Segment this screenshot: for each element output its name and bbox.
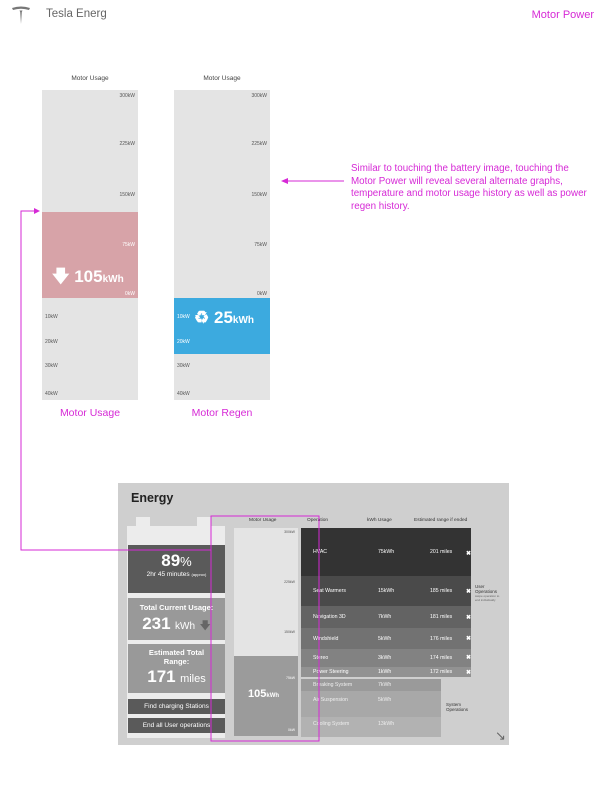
find-charging-stations-button[interactable]: Find charging Stations	[128, 699, 225, 714]
tick-label: 10kW	[45, 314, 58, 320]
table-row[interactable]: Windshield 5kWh 176 miles	[301, 628, 471, 649]
motor-regen-caption: Motor Regen	[191, 407, 253, 419]
note-arrowhead	[281, 178, 288, 184]
table-row[interactable]: Seat Warmers 15kWh 185 miles	[301, 576, 471, 606]
column-estimated-range: Estimated range if ended	[414, 518, 468, 523]
energy-title: Energy	[131, 491, 174, 505]
tick-label: 40kW	[177, 391, 190, 397]
close-icon[interactable]: ✖	[466, 551, 472, 557]
column-kwh-usage: kWh Usage	[367, 518, 392, 523]
user-operations-label: User Operations	[475, 584, 498, 594]
system-operations-label: System Operations	[446, 702, 469, 712]
connector-arrowhead	[34, 208, 40, 214]
battery-charge-card[interactable]: 89% 2hr 45 minutes (approx)	[128, 545, 225, 593]
highlight-box	[211, 516, 319, 741]
tick-label: 0kW	[125, 291, 135, 297]
usage-label: Total Current Usage:	[139, 603, 214, 612]
motor-regen-value: ♻ 25kWh	[194, 308, 255, 327]
close-icon[interactable]: ✖	[466, 636, 472, 642]
table-row[interactable]: Navigation 3D 7kWh 181 miles	[301, 606, 471, 628]
tick-label: 300kW	[284, 530, 295, 534]
table-row[interactable]: HVAC 75kWh 201 miles	[301, 528, 471, 576]
current-usage-card: Total Current Usage: 231 kWh 🡇	[128, 598, 225, 640]
annotation-note: Similar to touching the battery image, touching the Motor Power will reveal several alternate graphs, temperature and motor usage history as well as power regen history.	[351, 163, 587, 212]
tick-label: 150kW	[251, 192, 267, 198]
close-icon[interactable]: ✖	[466, 655, 472, 661]
close-icon[interactable]: ✖	[466, 615, 472, 621]
tick-label: 300kW	[119, 93, 135, 99]
tick-label: 75kW	[254, 242, 267, 248]
table-row: Air Suspension 5kWh	[301, 691, 441, 717]
regen-recycle-icon: ♻	[194, 308, 210, 327]
tick-label: 0kW	[257, 291, 267, 297]
motor-usage-value: 🡇 105kWh	[52, 267, 124, 286]
tick-label: 150kW	[119, 192, 135, 198]
tick-label: 225kW	[284, 580, 295, 584]
tick-label: 30kW	[177, 363, 190, 369]
close-icon[interactable]: ✖	[466, 670, 472, 676]
column-operation: Operation	[307, 518, 329, 523]
motor-usage-caption: Motor Usage	[59, 407, 121, 419]
close-icon[interactable]: ✖	[466, 589, 472, 595]
tick-label: 300kW	[251, 93, 267, 99]
table-row[interactable]: Stereo 3kWh 174 miles	[301, 649, 471, 667]
battery-percent: 89	[161, 551, 181, 570]
usage-value: 231	[142, 614, 171, 633]
connector-line	[21, 211, 211, 550]
tick-label: 40kW	[45, 391, 58, 397]
user-operations-hint: swipe operation to end individually	[475, 594, 500, 602]
page-title: Motor Power	[531, 9, 594, 21]
brand-name: Tesla Energ	[46, 8, 107, 20]
mini-meter-value: 105kWh	[248, 688, 280, 700]
range-card: Estimated Total Range: 171 miles	[128, 644, 225, 693]
tick-label: 225kW	[251, 141, 267, 147]
meter-column-head: Motor Usage	[249, 518, 277, 523]
tick-label: 20kW	[45, 339, 58, 345]
tick-label: 0kW	[288, 728, 295, 732]
tick-label: 150kW	[284, 630, 295, 634]
tick-label: 225kW	[119, 141, 135, 147]
table-row[interactable]: Power Steering 1kWh 172 miles	[301, 667, 471, 677]
tick-label: 30kW	[45, 363, 58, 369]
tick-label: 20kW	[177, 339, 190, 345]
table-row: Cooling System 13kWh	[301, 717, 441, 737]
down-arrow-icon: 🡇	[52, 267, 70, 286]
down-arrow-icon: 🡇	[199, 620, 211, 632]
expand-arrow-icon[interactable]: ↘	[495, 728, 506, 743]
end-user-operations-button[interactable]: End all User operations	[128, 718, 225, 733]
time-remaining: 2hr 45 minutes	[146, 571, 190, 578]
motor-usage-title: Motor Usage	[71, 75, 109, 82]
tick-label: 75kW	[286, 676, 295, 680]
table-row: Breaking System 7kWh	[301, 679, 441, 691]
tick-label: 10kW	[177, 314, 190, 320]
motor-regen-title: Motor Usage	[203, 75, 241, 82]
tick-label: 75kW	[122, 242, 135, 248]
range-label: Estimated Total Range:	[148, 648, 205, 666]
range-value: 171	[147, 667, 176, 686]
